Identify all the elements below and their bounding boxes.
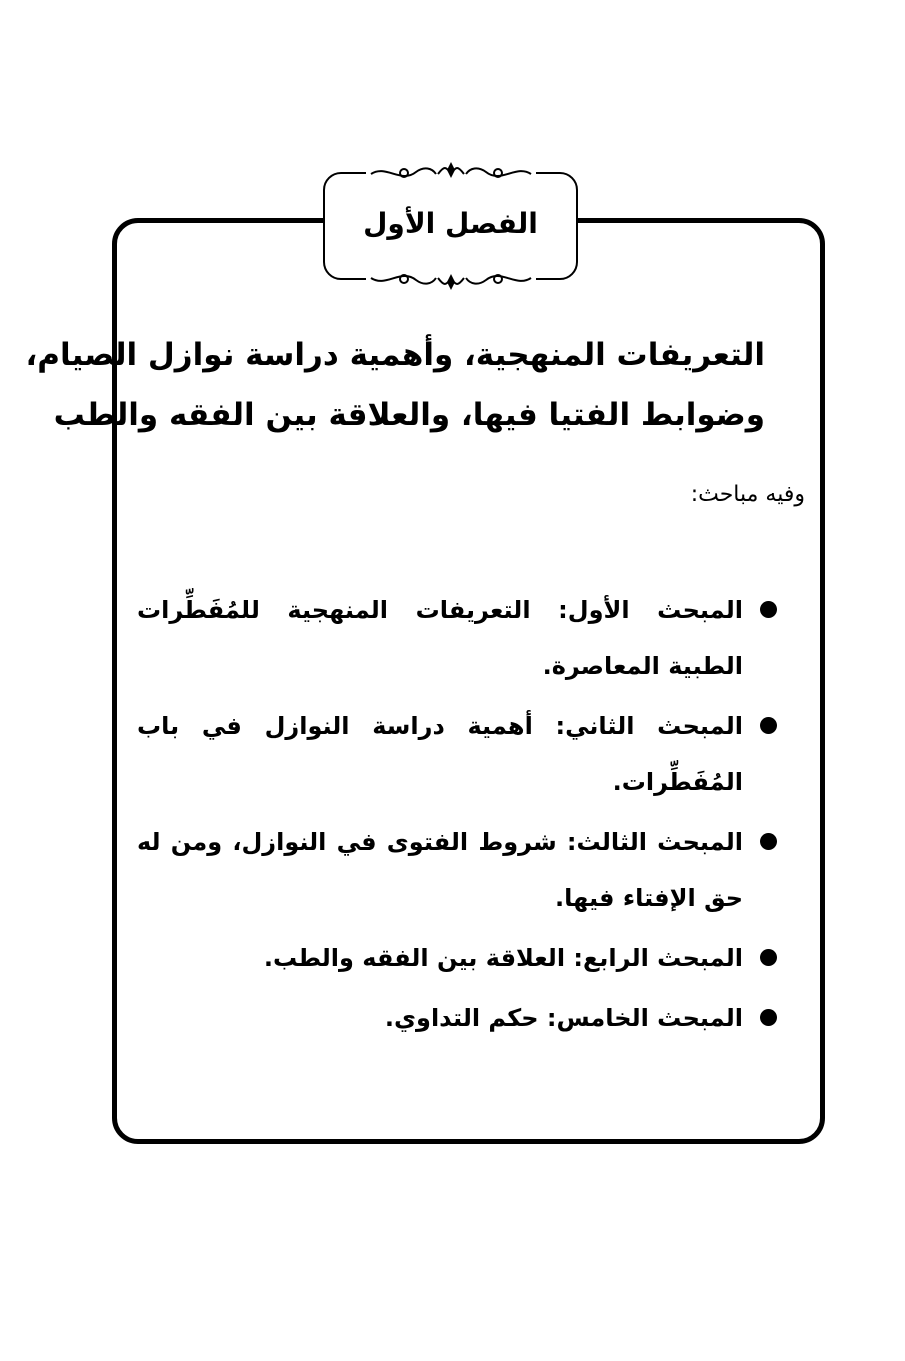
section-lead: المبحث الثاني: bbox=[555, 712, 744, 740]
bullet-icon bbox=[760, 833, 777, 850]
list-item bbox=[137, 582, 777, 694]
section-lead: المبحث الرابع: bbox=[573, 944, 743, 972]
heading-line-1: التعريفات المنهجية، وأهمية دراسة نوازل الصيام، bbox=[25, 337, 765, 373]
bullet-icon bbox=[760, 717, 777, 734]
list-item bbox=[137, 990, 777, 1046]
section-lead: المبحث الخامس: bbox=[546, 1004, 743, 1032]
bullet-icon bbox=[760, 1009, 777, 1026]
intro-text: وفيه مباحث: bbox=[690, 482, 805, 507]
section-lead: المبحث الأول: bbox=[558, 596, 743, 624]
list-item bbox=[137, 698, 777, 810]
heading-line-2: وضوابط الفتيا فيها، والعلاقة بين الفقه والطب bbox=[53, 397, 765, 433]
chapter-heading bbox=[25, 325, 765, 445]
ornament-top-icon bbox=[366, 160, 536, 186]
ornament-bottom-icon bbox=[366, 266, 536, 292]
section-text: العلاقة بين الفقه والطب. bbox=[263, 944, 574, 972]
list-item bbox=[137, 930, 777, 986]
section-text: شروط الفتوى في النوازل، ومن له حق الإفتاء فيها. bbox=[137, 828, 743, 912]
chapter-title-box bbox=[323, 172, 578, 280]
bullet-icon bbox=[760, 601, 777, 618]
chapter-title: الفصل الأول bbox=[363, 207, 538, 240]
bullet-icon bbox=[760, 949, 777, 966]
section-text: التعريفات المنهجية للمُفَطِّرات الطبية المعاصرة. bbox=[137, 596, 743, 680]
sections-list bbox=[137, 582, 777, 1050]
section-text: حكم التداوي. bbox=[384, 1004, 547, 1032]
section-text: أهمية دراسة النوازل في باب المُفَطِّرات. bbox=[137, 712, 743, 796]
section-lead: المبحث الثالث: bbox=[566, 828, 743, 856]
list-item bbox=[137, 814, 777, 926]
